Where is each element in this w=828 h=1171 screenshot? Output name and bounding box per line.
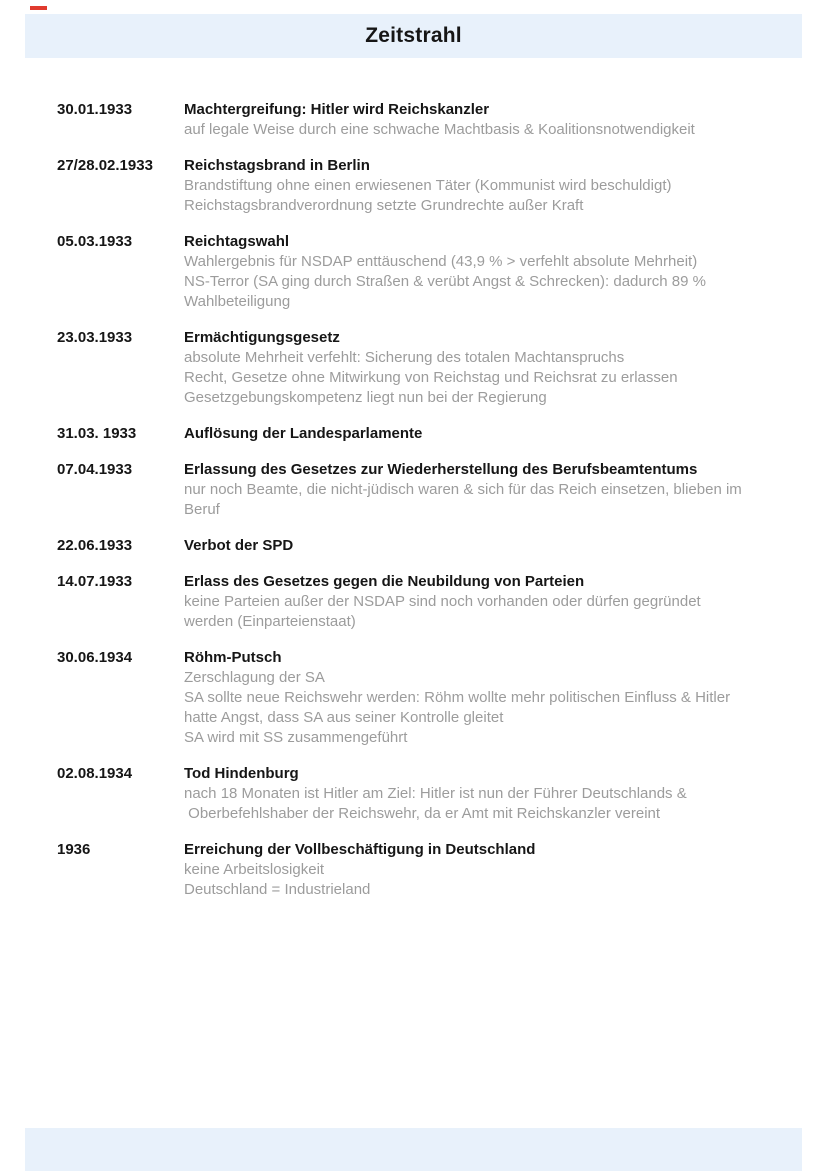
entry-details <box>184 120 802 140</box>
entry-date: 31.03. 1933 <box>57 425 137 442</box>
entry-date: 14.07.1933 <box>57 573 133 590</box>
entry-content <box>184 328 802 408</box>
entry-details <box>184 668 802 748</box>
timeline-entry <box>57 100 802 140</box>
entry-title: Erlassung des Gesetzes zur Wiederherstellung des Berufsbeamtentums <box>184 461 698 478</box>
red-mark <box>30 6 47 10</box>
entry-title: Röhm-Putsch <box>184 649 282 666</box>
entry-date: 30.01.1933 <box>57 101 133 118</box>
entry-title: Reichstagsbrand in Berlin <box>184 157 370 174</box>
entry-detail-line: Wahlbeteiligung <box>184 293 291 310</box>
entry-title: Tod Hindenburg <box>184 765 299 782</box>
entry-details <box>184 592 802 632</box>
entry-title: Machtergreifung: Hitler wird Reichskanzler <box>184 101 490 118</box>
entry-details <box>184 480 802 520</box>
entry-detail-line: Recht, Gesetze ohne Mitwirkung von Reichstag und Reichsrat zu erlassen <box>184 369 678 386</box>
entry-detail-line: Beruf <box>184 501 220 518</box>
entry-detail-line: Oberbefehlshaber der Reichswehr, da er Amt mit Reichskanzler vereint <box>184 805 661 822</box>
entry-detail-line: auf legale Weise durch eine schwache Machtbasis & Koalitionsnotwendigkeit <box>184 121 695 138</box>
entry-title: Verbot der SPD <box>184 537 294 554</box>
entry-title: Reichtagswahl <box>184 233 290 250</box>
entry-detail-line: keine Arbeitslosigkeit <box>184 861 325 878</box>
entry-date: 27/28.02.1933 <box>57 157 153 174</box>
entry-content <box>184 572 802 632</box>
entry-details <box>184 784 802 824</box>
entry-details <box>184 252 802 312</box>
page-title: Zeitstrahl <box>365 24 462 47</box>
entry-details <box>184 176 802 216</box>
entry-title: Auflösung der Landesparlamente <box>184 425 423 442</box>
entry-content <box>184 232 802 312</box>
entry-detail-line: absolute Mehrheit verfehlt: Sicherung des totalen Machtanspruchs <box>184 349 625 366</box>
entry-content <box>184 460 802 520</box>
entry-content <box>184 840 802 900</box>
timeline <box>57 100 802 916</box>
timeline-entry <box>57 648 802 748</box>
next-page-header-band <box>25 1128 802 1171</box>
entry-title: Erreichung der Vollbeschäftigung in Deutschland <box>184 841 536 858</box>
timeline-entry <box>57 536 802 556</box>
entry-details <box>184 860 802 900</box>
timeline-entry <box>57 424 802 444</box>
entry-detail-line: keine Parteien außer der NSDAP sind noch vorhanden oder dürfen gegründet <box>184 593 701 610</box>
timeline-entry <box>57 460 802 520</box>
entry-detail-line: nach 18 Monaten ist Hitler am Ziel: Hitler ist nun der Führer Deutschlands & <box>184 785 687 802</box>
entry-date: 22.06.1933 <box>57 537 133 554</box>
entry-detail-line: Brandstiftung ohne einen erwiesenen Täter (Kommunist wird beschuldigt) <box>184 177 672 194</box>
entry-detail-line: Zerschlagung der SA <box>184 669 325 686</box>
entry-content <box>184 424 802 444</box>
entry-date: 05.03.1933 <box>57 233 133 250</box>
entry-content <box>184 764 802 824</box>
entry-detail-line: Gesetzgebungskompetenz liegt nun bei der Regierung <box>184 389 547 406</box>
entry-content <box>184 100 802 140</box>
entry-detail-line: SA wird mit SS zusammengeführt <box>184 729 408 746</box>
entry-date: 02.08.1934 <box>57 765 133 782</box>
entry-date: 1936 <box>57 841 91 858</box>
entry-content <box>184 648 802 748</box>
timeline-entry <box>57 572 802 632</box>
timeline-entry <box>57 840 802 900</box>
timeline-entry <box>57 764 802 824</box>
entry-detail-line: nur noch Beamte, die nicht-jüdisch waren & sich für das Reich einsetzen, blieben im <box>184 481 742 498</box>
entry-detail-line: Reichstagsbrandverordnung setzte Grundrechte außer Kraft <box>184 197 584 214</box>
entry-title: Erlass des Gesetzes gegen die Neubildung von Parteien <box>184 573 585 590</box>
entry-date: 07.04.1933 <box>57 461 133 478</box>
entry-date: 23.03.1933 <box>57 329 133 346</box>
entry-detail-line: NS-Terror (SA ging durch Straßen & verübt Angst & Schrecken): dadurch 89 % <box>184 273 706 290</box>
timeline-entry <box>57 156 802 216</box>
timeline-entry <box>57 328 802 408</box>
entry-detail-line: hatte Angst, dass SA aus seiner Kontrolle gleitet <box>184 709 504 726</box>
entry-detail-line: Deutschland = Industrieland <box>184 881 371 898</box>
page-header-band <box>25 14 802 58</box>
entry-date: 30.06.1934 <box>57 649 133 666</box>
entry-title: Ermächtigungsgesetz <box>184 329 340 346</box>
entry-content <box>184 156 802 216</box>
timeline-entry <box>57 232 802 312</box>
entry-detail-line: SA sollte neue Reichswehr werden: Röhm wollte mehr politischen Einfluss & Hitler <box>184 689 731 706</box>
entry-detail-line: Wahlergebnis für NSDAP enttäuschend (43,9 % > verfehlt absolute Mehrheit) <box>184 253 698 270</box>
entry-detail-line: werden (Einparteienstaat) <box>184 613 356 630</box>
entry-content <box>184 536 802 556</box>
entry-details <box>184 348 802 408</box>
